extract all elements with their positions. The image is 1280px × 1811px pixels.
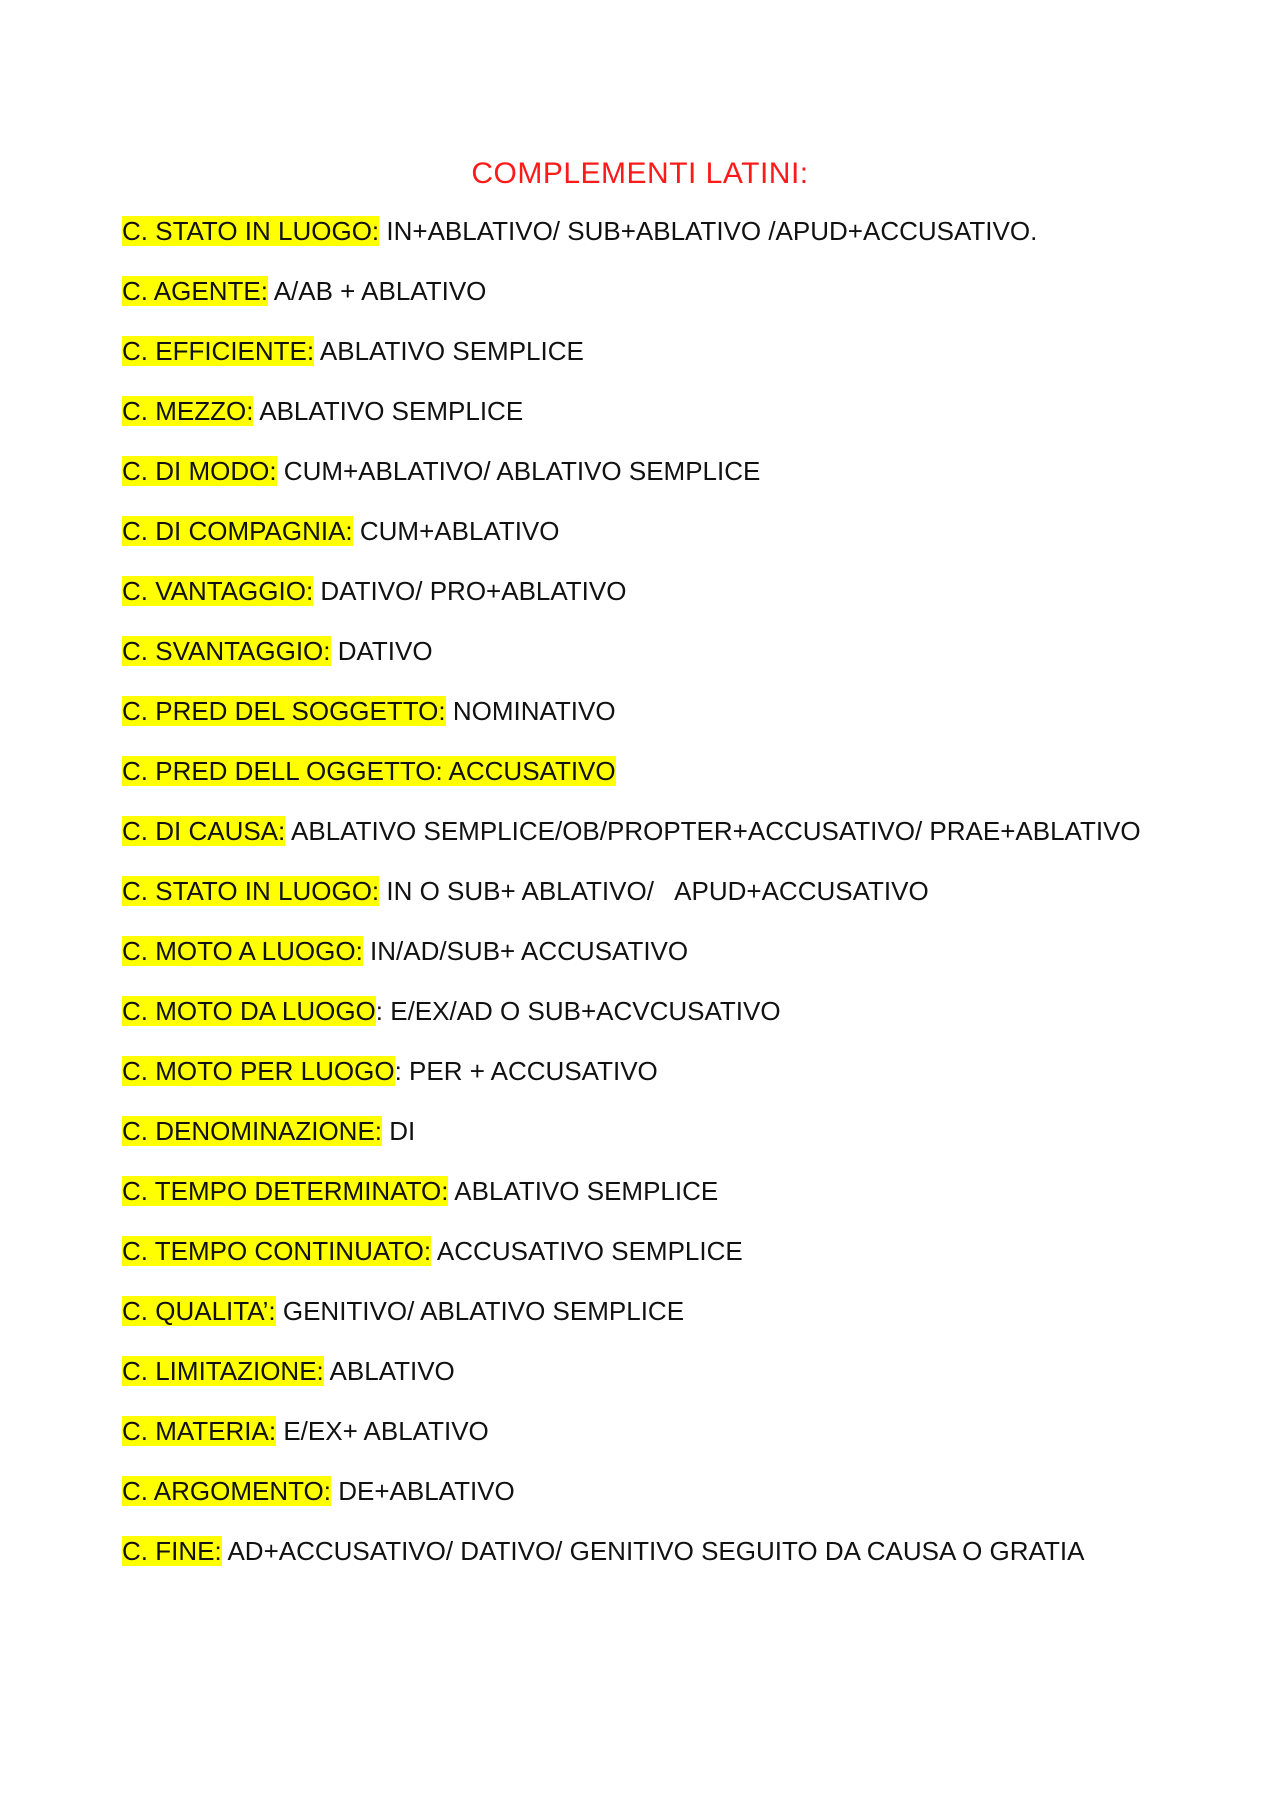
list-item bbox=[122, 570, 1182, 612]
entry-definition: IN/AD/SUB+ ACCUSATIVO bbox=[362, 936, 689, 966]
entry-definition: DI bbox=[382, 1116, 416, 1146]
entry-term: C. FINE: bbox=[122, 1536, 222, 1566]
entry-term: C. MOTO DA LUOGO bbox=[122, 996, 376, 1026]
entry-term: C. ARGOMENTO: bbox=[122, 1476, 331, 1506]
list-item bbox=[122, 450, 1182, 492]
entry-term: C. MEZZO: bbox=[122, 396, 254, 426]
entry-term: C. DENOMINAZIONE: bbox=[122, 1116, 383, 1146]
list-item bbox=[122, 750, 1182, 792]
list-item bbox=[122, 870, 1182, 912]
entry-definition: IN+ABLATIVO/ SUB+ABLATIVO /APUD+ACCUSATIVO. bbox=[379, 216, 1038, 246]
list-item bbox=[122, 1290, 1182, 1332]
entry-term: C. STATO IN LUOGO: bbox=[122, 216, 380, 246]
entry-definition: ACCUSATIVO SEMPLICE bbox=[431, 1236, 743, 1266]
entry-definition: CUM+ABLATIVO bbox=[352, 516, 560, 546]
entry-term: C. TEMPO CONTINUATO: bbox=[122, 1236, 432, 1266]
entry-term: C. QUALITA’: bbox=[122, 1296, 276, 1326]
entry-term: C. LIMITAZIONE: bbox=[122, 1356, 324, 1386]
entry-definition: ABLATIVO bbox=[323, 1356, 455, 1386]
list-item bbox=[122, 990, 1182, 1032]
list-item bbox=[122, 1410, 1182, 1452]
entry-definition: CUM+ABLATIVO/ ABLATIVO SEMPLICE bbox=[276, 456, 761, 486]
list-item bbox=[122, 390, 1182, 432]
entry-term: C. PRED DEL SOGGETTO: bbox=[122, 696, 446, 726]
entry-definition: ABLATIVO SEMPLICE bbox=[253, 396, 524, 426]
entry-term: C. TEMPO DETERMINATO: bbox=[122, 1176, 449, 1206]
list-item bbox=[122, 630, 1182, 672]
entry-definition: ABLATIVO SEMPLICE bbox=[448, 1176, 719, 1206]
entry-term: C. EFFICIENTE: bbox=[122, 336, 315, 366]
complement-list bbox=[122, 210, 1182, 1590]
entry-term: C. MATERIA: bbox=[122, 1416, 277, 1446]
list-item bbox=[122, 1350, 1182, 1392]
list-item bbox=[122, 1110, 1182, 1152]
entry-definition: ABLATIVO SEMPLICE/OB/PROPTER+ACCUSATIVO/ PRAE+ABLATIVO bbox=[285, 816, 1141, 846]
entry-term: C. DI MODO: bbox=[122, 456, 277, 486]
entry-definition: ABLATIVO SEMPLICE bbox=[314, 336, 584, 366]
entry-definition: DE+ABLATIVO bbox=[331, 1476, 515, 1506]
entry-definition: GENITIVO/ ABLATIVO SEMPLICE bbox=[275, 1296, 685, 1326]
entry-term: C. DI COMPAGNIA: bbox=[122, 516, 353, 546]
entry-term: C. MOTO A LUOGO: bbox=[122, 936, 363, 966]
list-item bbox=[122, 510, 1182, 552]
document-title: COMPLEMENTI LATINI: bbox=[471, 157, 809, 190]
entry-definition: : E/EX/AD O SUB+ACVCUSATIVO bbox=[375, 996, 781, 1026]
entry-term: C. AGENTE: bbox=[122, 276, 268, 306]
list-item bbox=[122, 1170, 1182, 1212]
entry-term: C. SVANTAGGIO: bbox=[122, 636, 331, 666]
list-item bbox=[122, 1530, 1182, 1572]
entry-definition: IN O SUB+ ABLATIVO/ APUD+ACCUSATIVO bbox=[379, 876, 929, 906]
list-item bbox=[122, 1230, 1182, 1272]
entry-definition: NOMINATIVO bbox=[445, 696, 616, 726]
entry-term: C. PRED DELL OGGETTO: ACCUSATIVO bbox=[122, 756, 616, 786]
list-item bbox=[122, 930, 1182, 972]
list-item bbox=[122, 1470, 1182, 1512]
list-item bbox=[122, 810, 1182, 852]
list-item bbox=[122, 1050, 1182, 1092]
entry-definition: DATIVO bbox=[330, 636, 433, 666]
entry-definition: E/EX+ ABLATIVO bbox=[276, 1416, 489, 1446]
entry-term: C. MOTO PER LUOGO bbox=[122, 1056, 395, 1086]
list-item bbox=[122, 210, 1182, 252]
list-item bbox=[122, 690, 1182, 732]
entry-definition: AD+ACCUSATIVO/ DATIVO/ GENITIVO SEGUITO DA CAUSA O GRATIA bbox=[221, 1536, 1085, 1566]
entry-term: C. VANTAGGIO: bbox=[122, 576, 314, 606]
entry-definition: : PER + ACCUSATIVO bbox=[394, 1056, 658, 1086]
entry-definition: A/AB + ABLATIVO bbox=[267, 276, 487, 306]
entry-term: C. STATO IN LUOGO: bbox=[122, 876, 380, 906]
entry-definition: DATIVO/ PRO+ABLATIVO bbox=[313, 576, 627, 606]
list-item bbox=[122, 270, 1182, 312]
list-item bbox=[122, 330, 1182, 372]
entry-term: C. DI CAUSA: bbox=[122, 816, 286, 846]
